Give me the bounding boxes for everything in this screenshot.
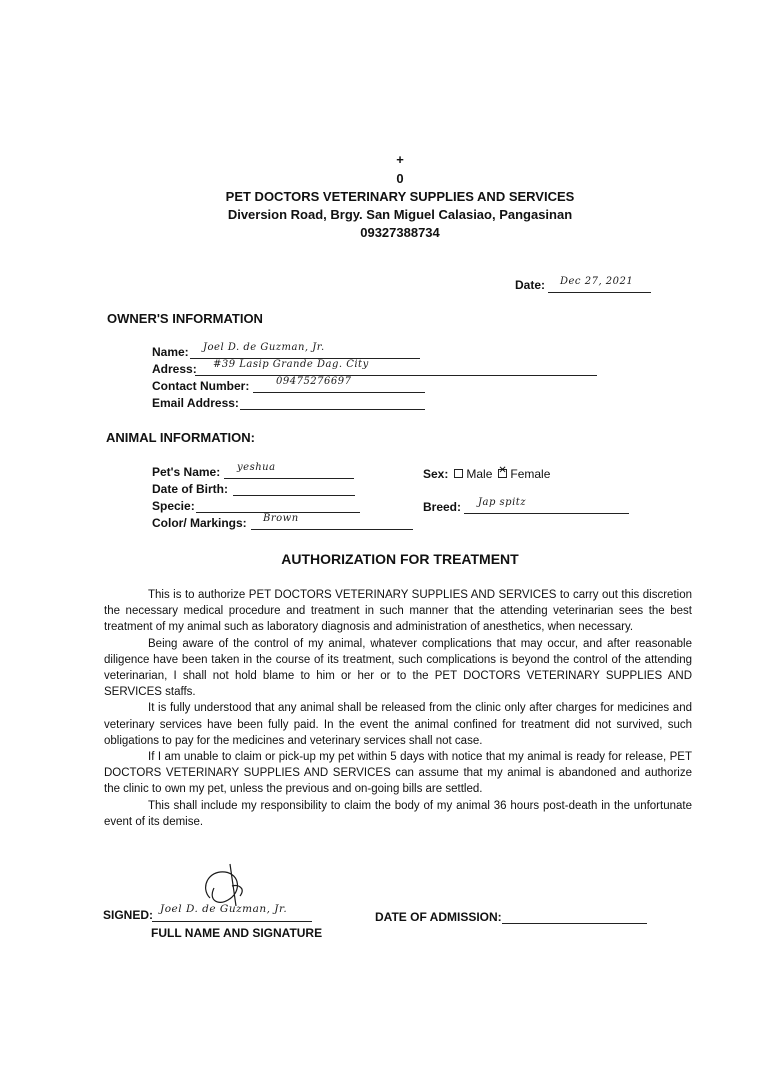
female-label: Female <box>510 467 551 481</box>
color-label: Color/ Markings: <box>152 516 247 530</box>
owner-contact-label: Contact Number: <box>152 379 250 393</box>
admission-field[interactable] <box>502 909 647 924</box>
color-value: Brown <box>263 513 299 524</box>
dob-field[interactable] <box>233 481 355 496</box>
signed-value: Joel D. de Guzman, Jr. <box>160 903 288 915</box>
company-phone: 09327388734 <box>360 225 440 240</box>
animal-heading: ANIMAL INFORMATION: <box>106 430 255 445</box>
date-label: Date: <box>515 278 546 292</box>
header-mark-plus: + <box>396 152 404 167</box>
specie-label: Specie: <box>152 499 195 513</box>
company-address: Diversion Road, Brgy. San Miguel Calasiao, Pangasinan <box>227 207 573 222</box>
breed-label: Breed: <box>423 500 462 514</box>
owner-contact-value: 09475276697 <box>276 376 352 387</box>
authorization-paragraph-3: It is fully understood that any animal shall be released from the clinic only after charges for medicines and veterinary services have been fully paid. In the event the animal confined for treatment did not survived, such obligations to pay for the medicines and veterinary services shall not case. <box>104 702 692 747</box>
owner-email-field[interactable] <box>240 395 425 410</box>
admission-label: DATE OF ADMISSION: <box>375 910 502 924</box>
authorization-paragraph-4: If I am unable to claim or pick-up my pet within 5 days with notice that my animal is ready for release, PET DOCTORS VETERINARY SUPPLIES AND SERVICES can assume that my animal is abandoned and authorize the clinic to own my pet, unless the previous and on-going bills are settled. <box>104 751 692 796</box>
owner-address-label: Adress: <box>152 362 197 376</box>
authorization-title: AUTHORIZATION FOR TREATMENT <box>281 551 519 567</box>
sex-field <box>423 467 550 481</box>
authorization-paragraph-1: This is to authorize PET DOCTORS VETERINARY SUPPLIES AND SERVICES to carry out this discretion the necessary medical procedure and treatment in such manner that the attending veterinarian sees the best treatment of my animal such as laboratory diagnosis and administration of anesthetics, when necessary. <box>104 589 692 634</box>
sex-label: Sex: <box>423 467 449 481</box>
pet-name-label: Pet's Name: <box>152 465 221 479</box>
signature-caption: FULL NAME AND SIGNATURE <box>151 926 323 940</box>
owner-heading: OWNER'S INFORMATION <box>107 311 263 326</box>
specie-field[interactable] <box>196 498 360 513</box>
signed-label: SIGNED: <box>103 908 154 922</box>
breed-value: Jap spitz <box>478 497 527 508</box>
authorization-body <box>104 587 692 830</box>
header-mark-zero: 0 <box>396 171 404 186</box>
male-label: Male <box>466 467 493 481</box>
owner-address-value: #39 Lasip Grande Dag. City <box>213 359 369 370</box>
pet-name-value: yeshua <box>237 462 276 473</box>
dob-label: Date of Birth: <box>152 482 228 496</box>
authorization-paragraph-2: Being aware of the control of my animal, whatever complications that may occur, and after reasonable diligence have been taken in the course of its treatment, such complications is beyond the control of the attending veterinarian, I shall not hold blame to him or her or to the PET DOCTORS VETERINARY SUPPLIES AND SERVICES staffs. <box>104 637 692 699</box>
owner-email-label: Email Address: <box>152 396 239 410</box>
authorization-paragraph-5: This shall include my responsibility to claim the body of my animal 36 hours post-death in the unfortunate event of its demise. <box>104 799 692 828</box>
male-checkbox[interactable] <box>454 469 463 478</box>
owner-name-value: Joel D. de Guzman, Jr. <box>203 342 325 353</box>
date-value: Dec 27, 2021 <box>560 276 634 287</box>
owner-name-label: Name: <box>152 345 189 359</box>
company-name: PET DOCTORS VETERINARY SUPPLIES AND SERVICES <box>225 189 575 204</box>
female-checkbox[interactable] <box>498 469 507 478</box>
